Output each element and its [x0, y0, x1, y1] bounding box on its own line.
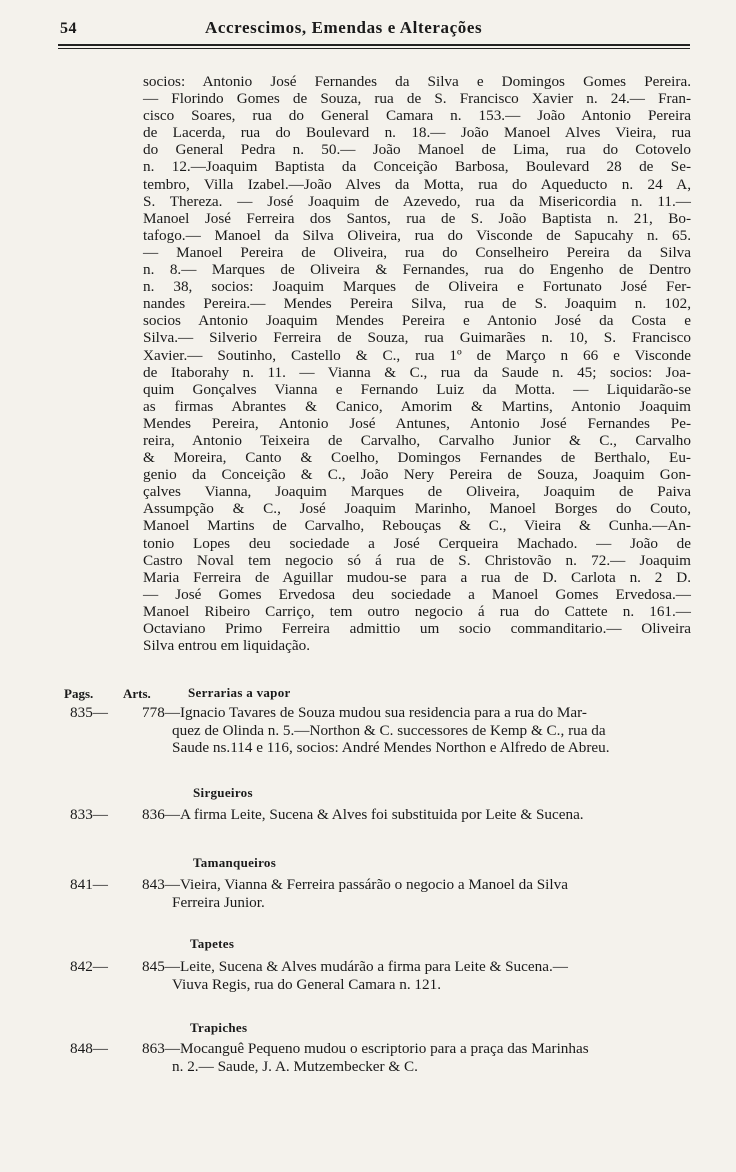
- text-line: Maria Ferreira de Aguillar mudou-se para a rua de D. Carlota n. 2 D.: [143, 568, 691, 586]
- running-title: Accrescimos, Emendas e Alterações: [205, 18, 483, 37]
- text-line: n. 38, socios: Joaquim Marques de Oliveira e Fortunato José Fer-: [143, 278, 691, 296]
- page-ref: 842—: [70, 958, 108, 975]
- entry-line: [70, 806, 692, 824]
- intro-paragraph: [143, 73, 691, 654]
- entry-line: [70, 976, 692, 994]
- text-line: n. 8.— Marques de Oliveira & Fernandes, rua do Engenho de Dentro: [143, 261, 691, 279]
- text-line: do General Pedra n. 50.— João Manoel de Lima, rua do Cotovelo: [143, 141, 691, 159]
- text-line: socios: Antonio José Fernandes da Silva e Domingos Gomes Pereira.: [143, 73, 691, 90]
- text-line: — Florindo Gomes de Souza, rua de S. Francisco Xavier n. 24.— Fran-: [143, 90, 691, 108]
- entry-line: [70, 894, 692, 912]
- section-entry: [70, 876, 692, 911]
- entry-text: 778—Ignacio Tavares de Souza mudou sua residencia para a rua do Mar-: [142, 704, 587, 721]
- section-title: Tamanqueiros: [193, 855, 277, 870]
- entry-line: [70, 739, 692, 757]
- section-title: Trapiches: [190, 1020, 248, 1035]
- entry-line: [70, 722, 692, 740]
- text-line: S. Thereza. — José Joaquim de Azevedo, rua da Misericordia n. 11.—: [143, 192, 691, 210]
- text-line: socios Antonio Joaquim Mendes Pereira e Antonio José da Costa e: [143, 312, 691, 330]
- text-line: nandes Pereira.— Mendes Pereira Silva, rua de S. Joaquim n. 102,: [143, 295, 691, 313]
- arts-header: Arts.: [123, 686, 151, 701]
- text-line: quim Gonçalves Vianna e Fernando Luiz da Motta. — Liquidarão-se: [143, 380, 691, 398]
- entry-text: Ferreira Junior.: [172, 893, 265, 911]
- entry-line: [70, 1058, 692, 1076]
- entry-text: n. 2.— Saude, J. A. Mutzembecker & C.: [172, 1057, 418, 1075]
- text-line: Castro Noval tem negocio só á rua de S. Christovão n. 72.— Joaquim: [143, 551, 691, 569]
- page-ref: 841—: [70, 876, 108, 893]
- entry-line: [70, 1040, 692, 1058]
- entry-text: 836—A firma Leite, Sucena & Alves foi substituida por Leite & Sucena.: [142, 806, 584, 823]
- section-entry: [70, 958, 692, 993]
- text-line: cisco Soares, rua do General Camara n. 153.— João Antonio Pereira: [143, 107, 691, 125]
- entry-text: Saude ns.114 e 116, socios: André Mendes Northon e Alfredo de Abreu.: [172, 739, 610, 756]
- header-rule-thin: [58, 48, 690, 49]
- text-line: tonio Lopes deu sociedade a José Cerqueira Machado. — João de: [143, 534, 691, 552]
- text-line: Manoel José Ferreira dos Santos, rua de S. João Baptista n. 21, Bo-: [143, 209, 691, 227]
- section-entry: [70, 1040, 692, 1075]
- section-entry: [70, 704, 692, 757]
- text-line: de Lacerda, rua do Boulevard n. 18.— João Manoel Alves Vieira, rua: [143, 124, 691, 142]
- text-line: tafogo.— Manoel da Silva Oliveira, rua do Visconde de Sapucahy n. 65.: [143, 226, 691, 244]
- text-line: Manoel Martins de Carvalho, Rebouças & C., Vieira & Cunha.—An-: [143, 517, 691, 535]
- entry-text: 845—Leite, Sucena & Alves mudárão a firma para Leite & Sucena.—: [142, 958, 568, 975]
- text-line: Manoel Ribeiro Carriço, tem outro negocio á rua do Cattete n. 161.—: [143, 602, 691, 620]
- section-title: Tapetes: [190, 936, 235, 951]
- text-line: n. 12.—Joaquim Baptista da Conceição Barbosa, Boulevard 28 de Se-: [143, 158, 691, 176]
- page-ref: 848—: [70, 1040, 108, 1057]
- page-number: 54: [60, 20, 77, 37]
- section-title: Serrarias a vapor: [188, 685, 291, 700]
- text-line: reira, Antonio Teixeira de Carvalho, Carvalho Junior & C., Carvalho: [143, 431, 691, 449]
- entry-line: [70, 958, 692, 976]
- text-line: çalves Vianna, Joaquim Marques de Oliveira, Joaquim de Paiva: [143, 483, 691, 501]
- pags-header: Pags.: [64, 686, 94, 701]
- entry-text: 843—Vieira, Vianna & Ferreira passárão o negocio a Manoel da Silva: [142, 876, 568, 893]
- text-line: — Manoel Pereira de Oliveira, rua do Conselheiro Pereira da Silva: [143, 243, 691, 261]
- section-title: Sirgueiros: [193, 785, 253, 800]
- entry-text: 863—Mocanguê Pequeno mudou o escriptorio para a praça das Marinhas: [142, 1040, 589, 1057]
- text-line: as firmas Abrantes & Canico, Amorim & Martins, Antonio Joaquim: [143, 397, 691, 415]
- text-line: Xavier.— Soutinho, Castello & C., rua 1º de Março n 66 e Visconde: [143, 346, 691, 364]
- text-line: Octaviano Primo Ferreira admittio um socio commanditario.— Oliveira: [143, 620, 691, 637]
- text-line: tembro, Villa Izabel.—João Alves da Motta, rua do Aqueducto n. 24 A,: [143, 175, 691, 193]
- text-line: de Itaborahy n. 11. — Vianna & C., rua da Saude n. 45; socios: Joa-: [143, 363, 691, 381]
- entry-text: quez de Olinda n. 5.—Northon & C. successores de Kemp & C., rua da: [172, 721, 606, 739]
- entry-text: Viuva Regis, rua do General Camara n. 121.: [172, 975, 442, 993]
- entry-line: [70, 876, 692, 894]
- header-rule: [58, 44, 690, 46]
- text-line: Silva.— Silverio Ferreira de Souza, rua Guimarães n. 10, S. Francisco: [143, 329, 691, 347]
- text-line: — José Gomes Ervedosa deu sociedade a Manoel Gomes Ervedosa.—: [143, 585, 691, 603]
- page-ref: 835—: [70, 704, 108, 721]
- section-entry: [70, 806, 692, 824]
- text-line: Assumpção & C., José Joaquim Marinho, Manoel Borges do Couto,: [143, 500, 691, 518]
- page-ref: 833—: [70, 806, 108, 823]
- text-line: & Moreira, Canto & Coelho, Domingos Fernandes de Berthalo, Eu-: [143, 449, 691, 467]
- text-line: genio da Conceição & C., João Nery Pereira de Souza, Joaquim Gon-: [143, 466, 691, 484]
- text-line: Silva entrou em liquidação.: [143, 637, 311, 655]
- entry-line: [70, 704, 692, 722]
- text-line: Mendes Pereira, Antonio José Antunes, Antonio José Fernandes Pe-: [143, 414, 691, 432]
